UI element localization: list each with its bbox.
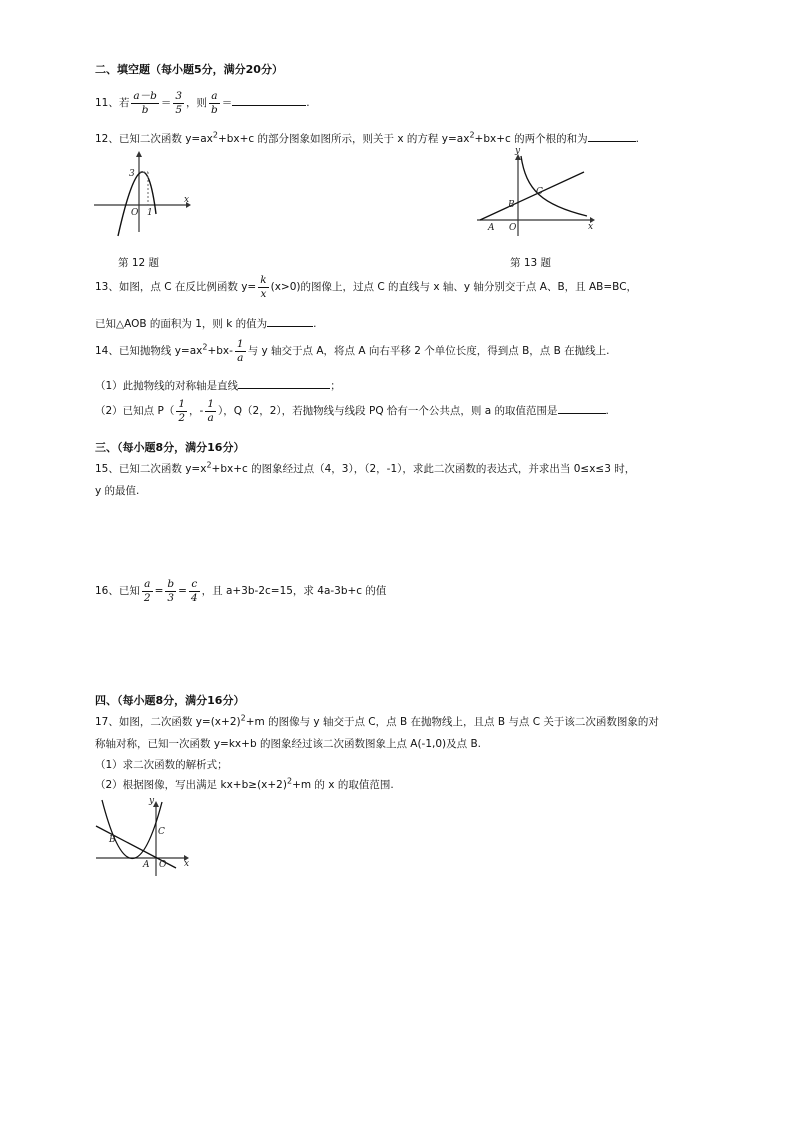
q11-end: .: [306, 97, 310, 109]
fig13-line: [480, 172, 584, 220]
question-17-part-2: [95, 778, 394, 792]
q14-p2-f2-den: a: [207, 411, 214, 424]
q11-fraction-1: [131, 90, 158, 117]
q16-f3-den: 4: [190, 591, 198, 604]
section-fill-heading: 二、填空题（每小题5分，满分20分）: [95, 63, 283, 76]
question-12: [95, 131, 639, 146]
q12-text-a: 12、已知二次函数 y=ax: [95, 133, 213, 145]
q12-sup-1: 2: [212, 130, 218, 140]
q13-text-a: 13、如图，点 C 在反比例函数 y=: [95, 281, 257, 293]
q14-p1-answer-blank[interactable]: [238, 378, 330, 389]
q13-end: .: [313, 318, 317, 330]
q16-f1-num: a: [142, 578, 153, 592]
q14-p2-text-c: ），Q（2，2），若抛物线与线段 PQ 恰有一个公共点，则 a 的取值范围是: [218, 405, 558, 417]
q17-sup: 2: [240, 713, 246, 723]
fig12-parabola: [118, 172, 156, 236]
q16-f1-den: 2: [143, 591, 151, 604]
q14-p2-fraction-2: [205, 398, 216, 425]
fig17-label-b: B: [109, 835, 116, 845]
question-11: [95, 88, 310, 118]
q16-f2-den: 3: [167, 591, 175, 604]
q13-f-den: x: [260, 287, 267, 300]
q14-text-b: +bx-: [207, 345, 233, 357]
figure-13-graph: [472, 146, 602, 240]
q11-equals-2: ＝: [221, 97, 233, 109]
question-17-line-2: 称轴对称，已知一次函数 y=kx+b 的图象经过该二次函数图象上点 A(-1,0)及点 B.: [95, 738, 482, 750]
q16-prefix: 16、已知: [95, 585, 140, 597]
q16-fraction-3: [189, 578, 200, 605]
q11-answer-blank[interactable]: [232, 95, 306, 106]
q13-text-b: (x>0)的图像上，过点 C 的直线与 x 轴、y 轴分别交于点 A、B，且 AB=BC，: [270, 281, 638, 293]
q11-fraction-2: [173, 90, 184, 117]
question-16: [95, 576, 386, 606]
q16-fraction-2: [165, 578, 176, 605]
q14-fraction: [235, 338, 246, 365]
q14-p2-text-a: （2）已知点 P（: [95, 405, 175, 417]
question-14-part-1: [95, 378, 341, 393]
q16-f3-num: c: [189, 578, 200, 592]
q11-equals: ＝: [160, 97, 172, 109]
q16-fraction-1: [142, 578, 153, 605]
q12-text-c: +bx+c 的两个根的和为: [474, 133, 588, 145]
q17-p2-sup: 2: [286, 776, 293, 786]
q11-f1-num: a－b: [133, 89, 157, 102]
caption-figure-12: 第 12 题: [118, 257, 160, 269]
q14-p1-end: ；: [330, 380, 341, 392]
fig17-parabola: [102, 800, 162, 859]
q13-answer-blank[interactable]: [267, 316, 313, 327]
q13-fraction: [258, 274, 268, 301]
section-three-heading: 三、（每小题8分，满分16分）: [95, 441, 245, 454]
fig17-label-c: C: [158, 827, 165, 837]
fig13-label-c: C: [536, 187, 543, 197]
q14-f-den: a: [237, 351, 244, 364]
q14-p2-f1-num: 1: [178, 397, 186, 410]
q14-p2-answer-blank[interactable]: [558, 403, 606, 414]
q11-f2-num: 3: [175, 89, 183, 102]
q12-end: .: [635, 133, 639, 145]
fig12-label-3: 3: [129, 169, 135, 179]
q14-p2-text-b: ，-: [189, 405, 204, 417]
q14-p2-f2-num: 1: [207, 397, 215, 410]
question-17: [95, 715, 659, 729]
q14-sup: 2: [202, 342, 208, 352]
q14-p2-fraction-1: [176, 398, 187, 425]
figure-17-graph: [92, 796, 192, 878]
q12-sup-2: 2: [469, 130, 475, 140]
question-17-part-1: （1）求二次函数的解析式；: [95, 759, 228, 771]
q11-f3-num: a: [209, 90, 220, 104]
caption-figure-13: 第 13 题: [510, 257, 552, 269]
fig13-label-x: x: [588, 222, 594, 232]
question-14-part-2: [95, 396, 609, 426]
q14-text-c: 与 y 轴交于点 A，将点 A 向右平移 2 个单位长度，得到点 B，点 B 在抛线上.: [247, 345, 610, 357]
q11-f3-den: b: [211, 103, 218, 116]
question-15-line-2: y 的最值.: [95, 485, 140, 497]
figure-12-graph: [92, 150, 192, 240]
fig17-label-o: O: [159, 860, 167, 870]
fig17-label-y: y: [149, 796, 155, 806]
question-13-line-2: [95, 316, 317, 331]
question-13: [95, 273, 637, 301]
q16-equals-1: =: [154, 585, 164, 597]
q11-f1-den: b: [141, 103, 149, 116]
q11-f2-den: 5: [175, 103, 183, 116]
q17-p2-text-a: （2）根据图像，写出满足 kx+b≥(x+2): [95, 779, 287, 791]
q11-prefix: 11、若: [95, 97, 130, 109]
q16-text: ，且 a+3b-2c=15，求 4a-3b+c 的值: [201, 585, 387, 597]
section-four-heading: 四、（每小题8分，满分16分）: [95, 694, 245, 707]
question-15: [95, 462, 635, 476]
fig13-label-o: O: [509, 223, 517, 233]
q13-line2-text: 已知△AOB 的面积为 1，则 k 的值为: [95, 318, 268, 330]
fig17-label-x: x: [184, 859, 190, 869]
fig12-label-1: 1: [147, 208, 153, 218]
q13-f-num: k: [260, 273, 267, 286]
fig13-label-y: y: [515, 146, 521, 156]
q14-p1-text: （1）此抛物线的对称轴是直线: [95, 380, 239, 392]
q16-equals-2: =: [178, 585, 187, 597]
q14-f-num: 1: [236, 337, 244, 350]
fig12-label-o: O: [131, 208, 139, 218]
q16-f2-num: b: [167, 577, 175, 590]
q17-p2-text-b: +m 的 x 的取值范围.: [292, 779, 394, 791]
q15-text-b: +bx+c 的图象经过点（4，3），（2，-1），求此二次函数的表达式，并求出当 0≤x≤3 时，: [211, 463, 636, 475]
q12-text-b: +bx+c 的部分图象如图所示，则关于 x 的方程 y=ax: [217, 133, 470, 145]
q17-text-b: +m 的图像与 y 轴交于点 C，点 B 在抛物线上，且点 B 与点 C 关于该二次函数图象的对: [245, 716, 659, 728]
q11-mid: ，则: [186, 97, 208, 109]
fig12-y-arrow: [136, 151, 142, 157]
q15-sup: 2: [206, 460, 212, 470]
question-14: [95, 337, 610, 365]
fig12-label-x: x: [184, 195, 190, 205]
fig13-label-b: B: [508, 200, 515, 210]
q14-text-a: 14、已知抛物线 y=ax: [95, 345, 203, 357]
q17-text-a: 17、如图，二次函数 y=(x+2): [95, 716, 241, 728]
q14-p2-end: .: [605, 405, 609, 417]
q11-fraction-3: [209, 90, 220, 117]
q15-text-a: 15、已知二次函数 y=x: [95, 463, 207, 475]
q14-p2-f1-den: 2: [178, 411, 186, 424]
fig13-label-a: A: [488, 223, 495, 233]
fig17-label-a: A: [143, 860, 150, 870]
q12-answer-blank[interactable]: [588, 131, 636, 142]
